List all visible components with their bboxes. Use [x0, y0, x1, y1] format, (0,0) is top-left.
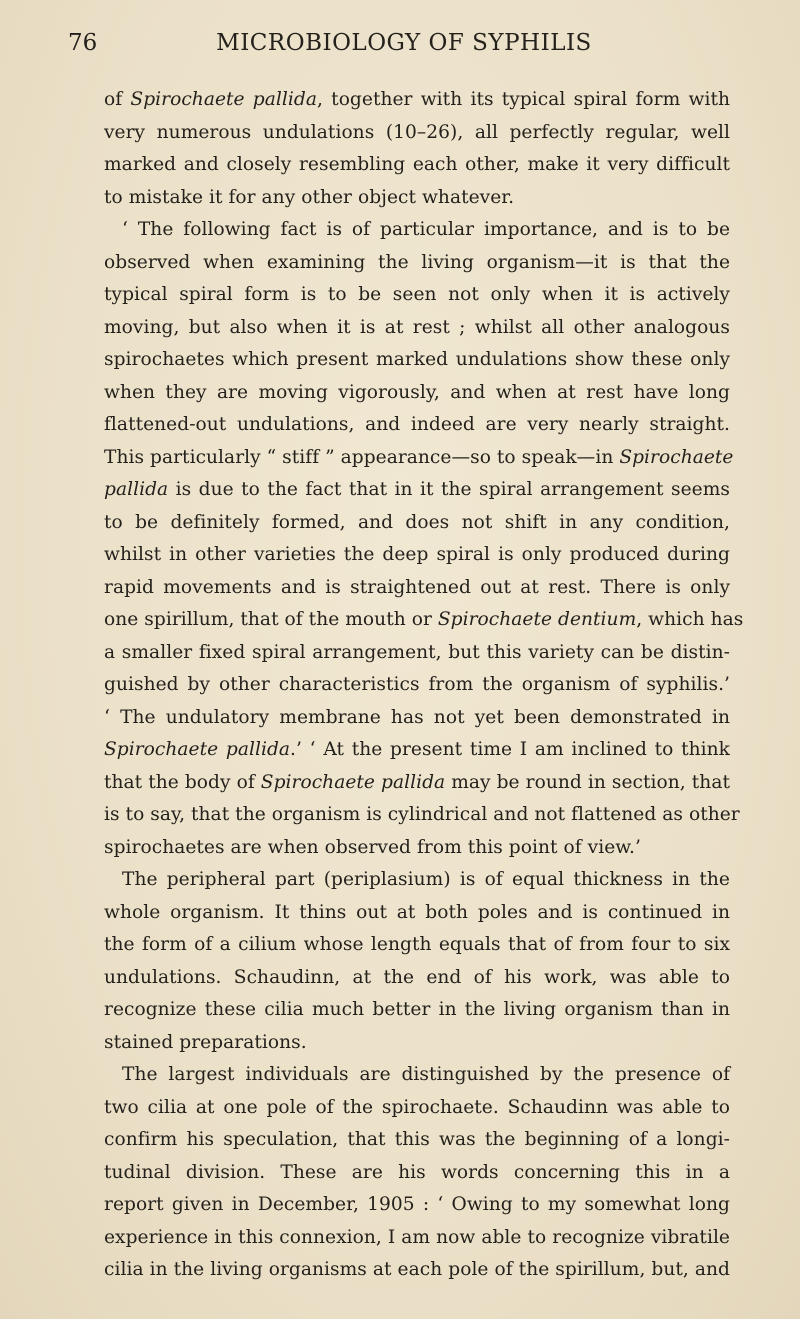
text-line: [104, 604, 744, 637]
text-line: [104, 669, 730, 702]
text-run: two cilia at one pole of the spirochaete. Schaudinn was able to: [104, 1096, 730, 1118]
text-run: The largest individuals are distinguished by the presence of: [122, 1064, 730, 1085]
text-run: to mistake it for any other object whatever.: [104, 186, 515, 208]
text-line: [104, 637, 730, 670]
text-run: report given in December, 1905 : ‘ Owing to my somewhat long: [104, 1194, 730, 1215]
text-run: marked and closely resembling each other, make it very difficult: [104, 154, 730, 175]
text-run: flattened-out undulations, and indeed are very nearly straight.: [104, 414, 730, 435]
text-run: the form of a cilium whose length equals that of from four to six: [104, 934, 730, 955]
text-run: a smaller fixed spiral arrangement, but this variety can be distin-: [104, 641, 730, 663]
text-line: [104, 832, 730, 865]
text-run: that the body of: [104, 771, 261, 793]
text-run: whilst in other varieties the deep spiral is only produced during: [104, 544, 730, 565]
text-line: [104, 539, 730, 572]
text-run: ‘ The following fact is of particular importance, and is to be: [122, 219, 730, 240]
body-text: [104, 84, 744, 1287]
text-run: recognize these cilia much better in the living organism than in: [104, 999, 730, 1020]
text-line: [104, 149, 730, 182]
text-run: guished by other characteristics from the organism of syphilis.’: [104, 674, 730, 695]
text-run: confirm his speculation, that this was the beginning of a longi-: [104, 1129, 730, 1150]
italic-text: Spirochaete: [619, 446, 734, 468]
text-run: , together with its typical spiral form with: [316, 89, 730, 110]
text-run: typical spiral form is to be seen not only when it is actively: [104, 284, 730, 305]
italic-text: pallida: [104, 479, 169, 500]
italic-text: Spirochaete dentium: [437, 609, 637, 630]
text-line: [104, 507, 730, 540]
text-line: [104, 572, 730, 605]
text-run: very numerous undulations (10–26), all perfectly regular, well: [104, 121, 730, 143]
text-line: [104, 409, 730, 442]
text-run: whole organism. It thins out at both poles and is continued in: [104, 901, 730, 923]
text-line: [104, 1092, 730, 1125]
italic-text: Spirochaete pallida: [104, 739, 291, 760]
text-line: [104, 247, 730, 280]
text-run: moving, but also when it is at rest ; whilst all other analogous: [104, 316, 730, 338]
text-run: cilia in the living organisms at each pole of the spirillum, but, and: [104, 1259, 730, 1280]
text-run: is to say, that the organism is cylindrical and not flattened as other: [104, 804, 740, 825]
text-run: , which has: [636, 609, 744, 630]
text-run: .’ ‘ At the present time I am inclined to think: [290, 739, 730, 760]
text-line: [104, 182, 730, 215]
text-line: [104, 994, 730, 1027]
text-line: [104, 1059, 730, 1092]
text-line: [104, 929, 730, 962]
text-line: [104, 1222, 730, 1255]
text-run: one spirillum, that of the mouth or: [104, 609, 438, 630]
text-line: [104, 1254, 730, 1287]
text-run: rapid movements and is straightened out at rest. There is only: [104, 576, 730, 598]
running-title: MICROBIOLOGY OF SYPHILIS: [216, 30, 592, 56]
text-line: [104, 279, 730, 312]
text-line: [104, 702, 730, 735]
text-line: [104, 214, 730, 247]
italic-text: Spirochaete pallida: [260, 771, 446, 793]
text-run: tudinal division. These are his words concerning this in a: [104, 1161, 730, 1183]
text-run: spirochaetes which present marked undulations show these only: [104, 349, 730, 370]
text-run: to be definitely formed, and does not shift in any condition,: [104, 511, 730, 533]
text-run: observed when examining the living organism—it is that the: [104, 251, 730, 273]
text-run: The peripheral part (periplasium) is of equal thickness in the: [122, 869, 730, 890]
text-line: [104, 442, 734, 475]
text-line: [104, 377, 730, 410]
text-line: [104, 897, 730, 930]
text-line: [104, 734, 730, 767]
text-run: may be round in section, that: [445, 771, 730, 793]
text-line: [104, 799, 740, 832]
text-run: is due to the fact that in it the spiral arrangement seems: [168, 479, 730, 500]
text-line: [104, 344, 730, 377]
text-run: ‘ The undulatory membrane has not yet been demonstrated in: [104, 706, 730, 728]
text-line: [104, 312, 730, 345]
text-line: [104, 474, 730, 507]
page-header: [68, 30, 740, 64]
text-run: of: [104, 89, 131, 110]
text-line: [104, 864, 730, 897]
text-line: [104, 1157, 730, 1190]
text-run: This particularly “ stiff ” appearance—so to speak—in: [104, 446, 620, 468]
text-line: [104, 1027, 730, 1060]
text-line: [104, 1124, 730, 1157]
text-run: stained preparations.: [104, 1031, 307, 1053]
text-line: [104, 1189, 730, 1222]
text-run: undulations. Schaudinn, at the end of his work, was able to: [104, 966, 730, 988]
page-number: 76: [68, 30, 98, 56]
text-line: [104, 84, 730, 117]
text-run: when they are moving vigorously, and when at rest have long: [104, 381, 730, 403]
italic-text: Spirochaete pallida: [130, 89, 317, 110]
text-line: [104, 767, 730, 800]
text-run: experience in this connexion, I am now able to recognize vibratile: [104, 1226, 730, 1248]
text-run: spirochaetes are when observed from this point of view.’: [104, 836, 641, 858]
text-line: [104, 962, 730, 995]
text-line: [104, 117, 730, 150]
